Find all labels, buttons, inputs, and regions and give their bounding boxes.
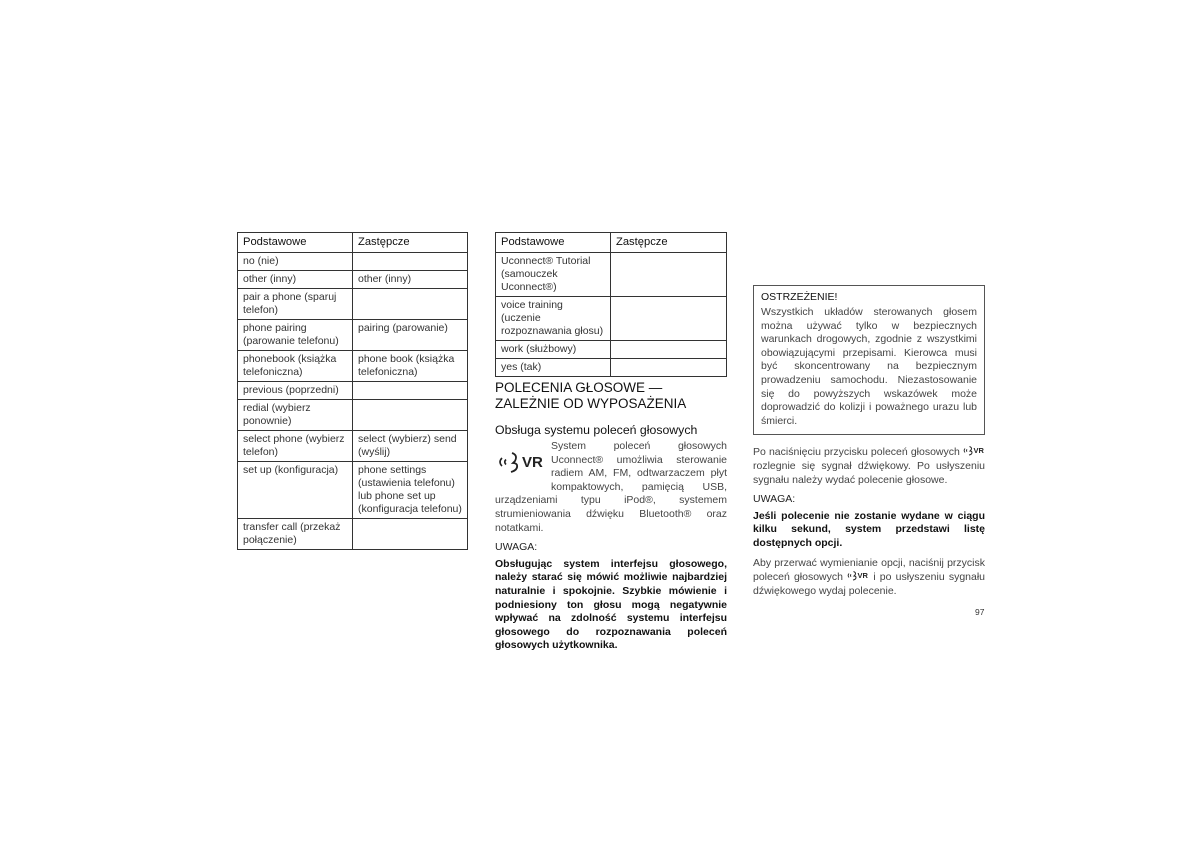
table-cell: phone book (książka telefoniczna) — [353, 351, 468, 382]
text-span: rozlegnie się sygnał dźwiękowy. Po usłyszeniu sygnału należy wydać polecenie głosowe. — [753, 459, 985, 486]
press-button-paragraph — [753, 445, 985, 487]
table-cell: phone pairing (parowanie telefonu) — [238, 320, 353, 351]
table-row — [238, 289, 468, 320]
table-cell: yes (tak) — [496, 359, 611, 377]
table-header-cell: Podstawowe — [238, 233, 353, 253]
note-label: UWAGA: — [495, 541, 538, 554]
table-row — [496, 253, 727, 297]
table-header-row — [238, 233, 468, 253]
table-cell: select (wybierz) send (wyślij) — [353, 431, 468, 462]
table-cell — [611, 253, 727, 297]
table-row — [238, 271, 468, 289]
table-cell: pairing (parowanie) — [353, 320, 468, 351]
warning-text: Wszystkich układów sterowanych głosem można używać tylko w bezpiecznych warunkach drogowych, zgodnie z wszystkimi obowiązującymi przepisami. Kierowca musi być skoncentrowany na bezpiecznym prowadzeniu samochodu. Niezastosowanie się do powyższych wskazówek może doprowadzić do kolizji i poważnego urazu lub śmierci. — [761, 306, 977, 427]
warning-title: OSTRZEŻENIE! — [761, 291, 838, 303]
table-header-cell: Zastępcze — [353, 233, 468, 253]
table-row — [496, 297, 727, 341]
table-header-cell: Podstawowe — [496, 233, 611, 253]
table-cell — [611, 297, 727, 341]
table-cell: work (służbowy) — [496, 341, 611, 359]
table-cell — [611, 359, 727, 377]
table-cell: voice training (uczenie rozpoznawania głosu) — [496, 297, 611, 341]
table-cell — [353, 253, 468, 271]
page-number: 97 — [975, 607, 985, 617]
table-cell: phone settings (ustawienia telefonu) lub phone set up (konfiguracja telefonu) — [353, 462, 468, 519]
table-cell: transfer call (przekaż połączenie) — [238, 519, 353, 550]
table-row — [496, 341, 727, 359]
svg-text:VR: VR — [857, 571, 869, 581]
table-row — [238, 462, 468, 519]
table-cell — [353, 400, 468, 431]
section-title: POLECENIA GŁOSOWE — ZALEŻNIE OD WYPOSAŻENIA — [495, 380, 687, 411]
table-cell: phonebook (książka telefoniczna) — [238, 351, 353, 382]
table-cell: select phone (wybierz telefon) — [238, 431, 353, 462]
interrupt-paragraph — [753, 557, 985, 599]
table-row — [496, 359, 727, 377]
table-row — [238, 320, 468, 351]
voice-recognition-icon — [847, 570, 869, 581]
voice-recognition-icon — [495, 444, 547, 488]
table-row — [238, 351, 468, 382]
subsection-title: Obsługa systemu poleceń głosowych — [495, 423, 698, 437]
table-cell: other (inny) — [238, 271, 353, 289]
table-cell: previous (poprzedni) — [238, 382, 353, 400]
table-cell: other (inny) — [353, 271, 468, 289]
table-cell: pair a phone (sparuj telefon) — [238, 289, 353, 320]
table-row — [238, 431, 468, 462]
voice-commands-table-mid — [495, 232, 727, 377]
table-row — [238, 519, 468, 550]
text-span: i po usłyszeniu sygnału dźwiękowego wydaj polecenie. — [753, 571, 986, 597]
table-cell: Uconnect® Tutorial (samouczek Uconnect®) — [496, 253, 611, 297]
text-span: Aby przerwać wymienianie opcji, naciśnij przycisk poleceń głosowych — [753, 556, 985, 584]
right-column — [753, 229, 985, 598]
table-cell: no (nie) — [238, 253, 353, 271]
table-cell — [353, 289, 468, 320]
intro-paragraph: System poleceń głosowych Uconnect® umożliwia sterowanie radiem AM, FM, odtwarzaczem płyt kompaktowych, pamięcią USB, urządzeniami typu iPod®, systemem strumieniowania dźwięku Bluetooth® oraz notatkami. — [495, 440, 727, 534]
note-text: Jeśli polecenie nie zostanie wydane w ciągu kilku sekund, system przedstawi listę dostępnych opcji. — [753, 509, 985, 549]
warning-box — [753, 285, 985, 435]
intro-block — [495, 440, 727, 535]
note-label: UWAGA: — [753, 493, 796, 506]
voice-recognition-icon — [963, 445, 985, 456]
svg-text:VR: VR — [973, 446, 984, 456]
table-cell: set up (konfiguracja) — [238, 462, 353, 519]
table-row — [238, 382, 468, 400]
svg-text:VR: VR — [522, 454, 543, 471]
section-voice-commands — [495, 380, 727, 653]
note-text: Obsługując system interfejsu głosowego, należy starać się mówić możliwie najbardziej naturalnie i spokojnie. Szybkie mówienie i podniesiony ton głosu mogą negatywnie wpływać na zdolność systemu interfejsu głosowego do rozpoznawania poleceń głosowych użytkownika. — [495, 557, 727, 652]
table-cell — [611, 341, 727, 359]
table-row — [238, 400, 468, 431]
voice-commands-table-left — [237, 232, 468, 550]
table-header-cell: Zastępcze — [611, 233, 727, 253]
table-cell — [353, 519, 468, 550]
text-span: Po naciśnięciu przycisku poleceń głosowych — [753, 446, 960, 459]
table-row — [238, 253, 468, 271]
table-cell — [353, 382, 468, 400]
table-header-row — [496, 233, 727, 253]
table-cell: redial (wybierz ponownie) — [238, 400, 353, 431]
